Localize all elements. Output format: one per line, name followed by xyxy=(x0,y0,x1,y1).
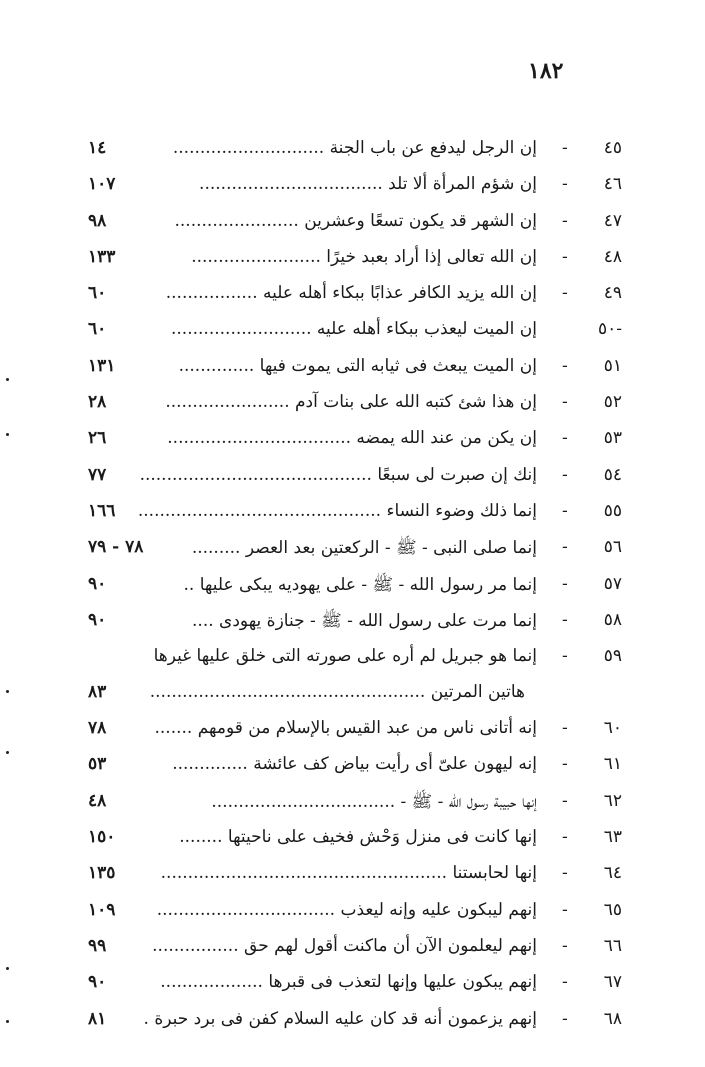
page-number: ١٨٢ xyxy=(528,58,564,84)
entry-text: إن يكن من عند الله يمضه .................................. xyxy=(167,428,537,449)
entry-number: ٤٦ xyxy=(603,174,622,195)
index-entry xyxy=(0,356,705,392)
entry-text: إنها كانت فى منزل وَحْش فخيف على ناحيتها ........ xyxy=(179,827,537,848)
entry-text: إنهم ليبكون عليه وإنه ليعذب ................................. xyxy=(156,899,537,920)
entry-number: ٤٨ xyxy=(603,246,622,267)
index-entry xyxy=(0,900,705,936)
index-entry xyxy=(0,211,705,247)
index-list xyxy=(0,138,705,1045)
entry-dash: - xyxy=(562,935,568,956)
entry-text: إن الشهر قد يكون تسعًا وعشرين ....................... xyxy=(174,210,537,231)
entry-text: إن الميت ليعذب ببكاء أهله عليه .......................... xyxy=(171,319,537,340)
index-entry xyxy=(0,537,705,573)
entry-pages: ٩٠ xyxy=(88,609,107,630)
entry-text: إنما هو جبريل لم أره على صورته التى خلق عليها غيرها xyxy=(153,646,537,667)
entry-pages: ٥٣ xyxy=(88,754,107,775)
scan-speck xyxy=(6,1020,9,1023)
entry-text: إن الميت يبعث فى ثيابه التى يموت فيها .............. xyxy=(178,355,537,376)
entry-pages: ١٦٦ xyxy=(88,500,116,521)
entry-dash: - xyxy=(562,754,568,775)
entry-text: إنه أتانى ناس من عبد القيس بالإسلام من قومهم ....... xyxy=(154,718,537,739)
entry-text-continued: هاتين المرتين ................................................... xyxy=(149,682,525,703)
entry-text: إن الرجل ليدفع عن باب الجنة ............................ xyxy=(172,138,537,158)
index-entry xyxy=(0,283,705,319)
index-entry xyxy=(0,501,705,537)
entry-text: إنهم ليعلمون الآن أن ماكنت أقول لهم حق ................ xyxy=(152,935,537,956)
entry-number: ٤٧ xyxy=(603,210,622,231)
entry-pages: ٨١ xyxy=(88,1008,107,1029)
entry-number: ٥٣ xyxy=(603,428,622,449)
entry-pages: ١٣١ xyxy=(88,355,116,376)
entry-dash: - xyxy=(562,428,568,449)
index-entry xyxy=(0,718,705,754)
scan-speck xyxy=(6,690,9,693)
entry-pages: ١٠٧ xyxy=(88,174,116,195)
entry-text: إنما صلى النبى - ﷺ - الركعتين بعد العصر ......... xyxy=(191,538,537,559)
entry-pages: ١٥٠ xyxy=(88,827,116,848)
entry-number: ٦٠ xyxy=(603,718,622,739)
entry-number: ٤٥ xyxy=(603,138,622,158)
entry-pages: ٨٣ xyxy=(88,682,107,703)
index-entry xyxy=(0,247,705,283)
entry-number: ٦٨ xyxy=(603,1008,622,1029)
index-entry xyxy=(0,936,705,972)
entry-number: ٥١ xyxy=(603,355,622,376)
entry-dash: - xyxy=(562,500,568,521)
entry-number: ٦٢ xyxy=(603,790,622,811)
entry-dash: - xyxy=(562,899,568,920)
entry-number: ٦٤ xyxy=(603,863,622,884)
entry-pages: ٧٧ xyxy=(88,464,107,485)
index-entry xyxy=(0,791,705,827)
entry-dash: - xyxy=(562,790,568,811)
entry-text: إنما مرت على رسول الله - ﷺ - جنازة يهودى .... xyxy=(192,610,537,631)
index-entry xyxy=(0,1009,705,1045)
entry-number: ٦٥ xyxy=(603,899,622,920)
scan-speck xyxy=(6,378,9,381)
entry-pages: ٩٠ xyxy=(88,972,107,993)
index-entry xyxy=(0,646,705,718)
entry-dash: - xyxy=(562,210,568,231)
entry-pages: ٧٨ xyxy=(88,718,107,739)
entry-dash: - xyxy=(562,1008,568,1029)
entry-number: -٥٠ xyxy=(597,319,622,340)
entry-dash: - xyxy=(562,464,568,485)
entry-number: ٥٧ xyxy=(603,573,622,594)
entry-pages: ٩٩ xyxy=(88,935,107,956)
entry-dash: - xyxy=(562,863,568,884)
index-entry xyxy=(0,754,705,790)
entry-pages: ١٤ xyxy=(88,138,107,158)
entry-number: ٦٦ xyxy=(603,935,622,956)
entry-pages: ١٣٣ xyxy=(88,246,116,267)
entry-text: إن الله تعالى إذا أراد بعبد خيرًا ........................ xyxy=(191,246,537,267)
scan-speck xyxy=(6,967,9,970)
entry-pages: ١٣٥ xyxy=(88,863,116,884)
entry-dash: - xyxy=(562,283,568,304)
entry-number: ٤٩ xyxy=(603,283,622,304)
entry-pages: ٧٨ - ٧٩ xyxy=(88,537,144,558)
entry-dash: - xyxy=(562,609,568,630)
entry-pages: ٢٨ xyxy=(88,392,107,413)
index-entry xyxy=(0,392,705,428)
scan-speck xyxy=(6,433,9,436)
entry-dash: - xyxy=(562,573,568,594)
entry-dash: - xyxy=(562,355,568,376)
entry-dash: - xyxy=(562,827,568,848)
index-entry xyxy=(0,574,705,610)
index-entry xyxy=(0,319,705,355)
entry-text: إنما ذلك وضوء النساء ............................................. xyxy=(137,500,537,521)
entry-text: إن الله يزيد الكافر عذابًا ببكاء أهله عليه ................. xyxy=(165,283,537,304)
entry-number: ٥٨ xyxy=(603,609,622,630)
entry-text: إن شؤم المرأة ألا تلد .................................. xyxy=(199,174,537,195)
entry-number: ٥٢ xyxy=(603,392,622,413)
entry-pages: ٩٠ xyxy=(88,573,107,594)
index-entry xyxy=(0,972,705,1008)
scan-speck xyxy=(6,751,9,754)
index-entry xyxy=(0,138,705,174)
entry-text: إنما مر رسول الله - ﷺ - على يهوديه يبكى عليها .. xyxy=(183,574,537,595)
entry-number: ٥٩ xyxy=(603,646,622,667)
entry-text: إن هذا شئ كتبه الله على بنات آدم ....................... xyxy=(165,392,537,413)
entry-dash: - xyxy=(562,246,568,267)
entry-text: إنها لحابستنا ..................................................... xyxy=(160,863,537,884)
entry-dash: - xyxy=(562,718,568,739)
entry-pages: ١٠٩ xyxy=(88,899,116,920)
entry-text: إنها حبيبة رسول الله - ﷺ - .................................. xyxy=(211,791,537,812)
index-entry xyxy=(0,174,705,210)
entry-pages: ٦٠ xyxy=(88,283,107,304)
entry-text: إنهم يبكون عليها وإنها لتعذب فى قبرها ................... xyxy=(160,972,537,993)
entry-dash: - xyxy=(562,537,568,558)
entry-number: ٥٥ xyxy=(603,500,622,521)
entry-text: إنهم يزعمون أنه قد كان عليه السلام كفن فى برد حبرة . xyxy=(143,1008,537,1029)
entry-number: ٥٤ xyxy=(603,464,622,485)
entry-dash: - xyxy=(562,138,568,158)
entry-dash: - xyxy=(562,646,568,667)
entry-dash: - xyxy=(562,174,568,195)
index-entry xyxy=(0,465,705,501)
index-entry xyxy=(0,827,705,863)
index-entry xyxy=(0,428,705,464)
entry-pages: ٩٨ xyxy=(88,210,107,231)
entry-pages: ٦٠ xyxy=(88,319,107,340)
entry-pages: ٢٦ xyxy=(88,428,107,449)
entry-dash: - xyxy=(562,392,568,413)
entry-number: ٦٧ xyxy=(603,972,622,993)
index-entry xyxy=(0,863,705,899)
index-entry xyxy=(0,610,705,646)
entry-number: ٥٦ xyxy=(603,537,622,558)
entry-dash: - xyxy=(562,972,568,993)
entry-number: ٦١ xyxy=(603,754,622,775)
entry-number: ٦٣ xyxy=(603,827,622,848)
entry-text: إنه ليهون علىّ أى رأيت بياض كف عائشة .............. xyxy=(172,754,537,775)
entry-pages: ٤٨ xyxy=(88,790,107,811)
entry-text: إنك إن صبرت لى سبعًا ........................................... xyxy=(139,464,537,485)
